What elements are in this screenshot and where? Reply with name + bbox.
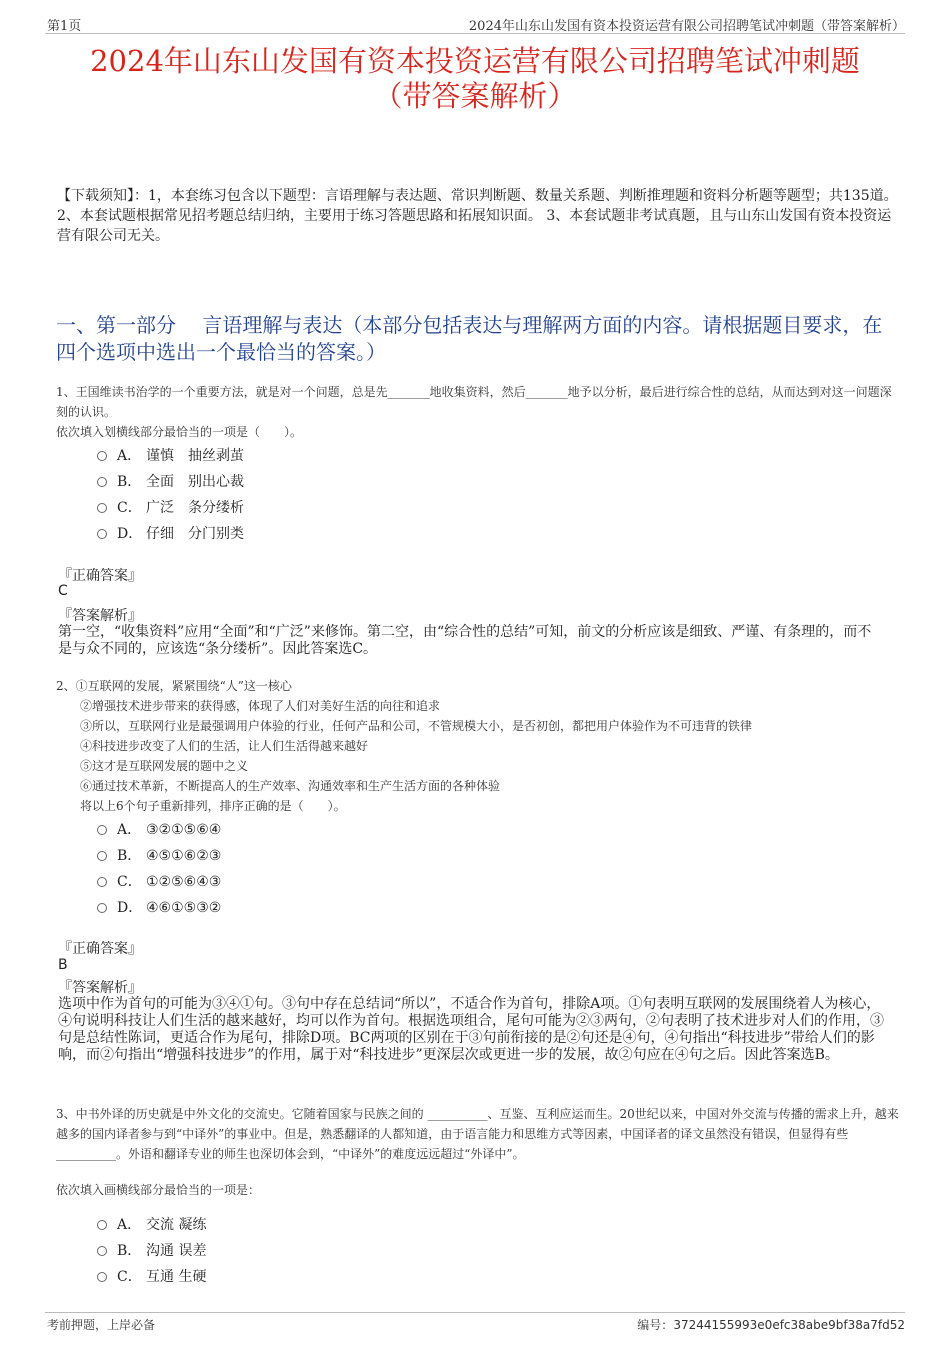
q1-analysis-label: 『答案解析』 <box>58 608 142 624</box>
radio-icon[interactable] <box>97 1272 107 1282</box>
q3-option-a[interactable]: A． 交流 凝练 <box>97 1214 206 1234</box>
radio-icon[interactable] <box>97 903 107 913</box>
question-1-stem: 1、王国维读书治学的一个重要方法，就是对一个问题，总是先_______地收集资料，然后_______地予以分析，最后进行综合性的总结，从而达到对这一问题深刻的认识。 <box>56 385 892 419</box>
radio-icon[interactable] <box>97 451 107 461</box>
section-heading: 一、第一部分 言语理解与表达（本部分包括表达与理解两方面的内容。请根据题目要求，在四个选项中选出一个最恰当的答案。） <box>56 313 883 364</box>
q1-option-a[interactable]: A． 谨慎 抽丝剥茧 <box>97 445 244 465</box>
question-2-line-1: 2、①互联网的发展，紧紧围绕“人”这一核心 <box>56 679 292 693</box>
radio-icon[interactable] <box>97 477 107 487</box>
q2-answer-value: B <box>58 957 68 973</box>
document-code <box>637 1316 905 1333</box>
question-1-prompt: 依次填入划横线部分最恰当的一项是（ ）。 <box>56 425 303 439</box>
radio-icon[interactable] <box>97 529 107 539</box>
q2-analysis: 选项中作为首句的可能为③④①句。③句中存在总结词“所以”，不适合作为首句，排除A项。①句表明互联网的发展围绕着人为核心，④句说明科技让人们生活的越来越好，均可以作为首句。根据选项组合，尾句可能为②③两句，②句表明了技术进步对人们的作用，③句是总结性陈词，更适合作为尾句，排除D项。BC两项的区别在于③句前衔接的是②句还是④句，④句指出“科技进步”带给人们的影响，而②句指出“增强科技进步”的作用，属于对“科技进步”更深层次或更进一步的发展，故②句应在④句之后。因此答案选B。 <box>58 996 884 1063</box>
q2-option-d[interactable]: D． ④⑥①⑤③② <box>97 897 221 917</box>
radio-icon[interactable] <box>97 1220 107 1230</box>
footer-slogan: 考前押题，上岸必备 <box>47 1318 156 1332</box>
question-2-line-4: ④科技进步改变了人们的生活，让人们生活得越来越好 <box>80 739 369 753</box>
header-divider <box>45 33 905 34</box>
question-3-stem: 3、中书外译的历史就是中外文化的交流史。它随着国家与民族之间的 __________、互鉴、互利应运而生。20世纪以来，中国对外交流与传播的需求上升，越来越多的国内译者参与到“中译外”的事业中。但是，熟悉翻译的人都知道，由于语言能力和思维方式等因素，中国译者的译文虽然没有错误，但显得有些 __________。外语和翻译专业的师生也深切体会到，“中译外”的难度远远超过“外译中”。 <box>56 1107 899 1161</box>
document-title <box>40 44 910 114</box>
title-line-2: （带答案解析） <box>373 79 577 113</box>
q2-answer-label: 『正确答案』 <box>58 941 142 957</box>
q1-answer-value: C <box>58 583 68 599</box>
q2-option-c[interactable]: C． ①②⑤⑥④③ <box>97 871 221 891</box>
title-line-1: 2024年山东山发国有资本投资运营有限公司招聘笔试冲刺题 <box>90 44 860 78</box>
q1-answer-label: 『正确答案』 <box>58 568 142 584</box>
q1-option-c[interactable]: C． 广泛 条分缕析 <box>97 497 244 517</box>
q3-option-b[interactable]: B． 沟通 误差 <box>97 1240 206 1260</box>
q3-option-c[interactable]: C． 互通 生硬 <box>97 1266 206 1286</box>
radio-icon[interactable] <box>97 877 107 887</box>
question-3-prompt: 依次填入画横线部分最恰当的一项是： <box>56 1183 261 1197</box>
question-2-line-6: ⑥通过技术革新，不断提高人的生产效率、沟通效率和生产生活方面的各种体验 <box>80 779 501 793</box>
question-2-prompt: 将以上6个句子重新排列，排序正确的是（ ）。 <box>80 799 346 813</box>
q1-analysis: 第一空，“收集资料”应用“全面”和“广泛”来修饰。第二空，由“综合性的总结”可知，前文的分析应该是细致、严谨、有条理的，而不是与众不同的，应该选“条分缕析”。因此答案选C。 <box>58 624 872 657</box>
q1-option-d[interactable]: D． 仔细 分门别类 <box>97 523 244 543</box>
header-doc-title: 2024年山东山发国有资本投资运营有限公司招聘笔试冲刺题（带答案解析） <box>468 19 905 34</box>
footer-divider <box>45 1312 905 1313</box>
question-2-line-3: ③所以，互联网行业是最强调用户体验的行业，任何产品和公司，不管规模大小，是否初创，都把用户体验作为不可违背的铁律 <box>80 719 753 733</box>
question-2-line-2: ②增强技术进步带来的获得感，体现了人们对美好生活的向往和追求 <box>80 699 441 713</box>
page-number: 第1页 <box>47 19 82 34</box>
radio-icon[interactable] <box>97 851 107 861</box>
radio-icon[interactable] <box>97 503 107 513</box>
q1-option-b[interactable]: B． 全面 别出心裁 <box>97 471 244 491</box>
q2-option-b[interactable]: B． ④⑤①⑥②③ <box>97 845 221 865</box>
radio-icon[interactable] <box>97 825 107 835</box>
download-notice: 【下载须知】：1，本套练习包含以下题型：言语理解与表达题、常识判断题、数量关系题、判断推理题和资料分析题等题型；共135道。 2、本套试题根据常见招考题总结归纳，主要用于练习答题思路和拓展知识面。 3、本套试题非考试真题，且与山东山发国有资本投资运营有限公司无关。 <box>57 188 898 244</box>
code-label: 编号： <box>637 1318 674 1332</box>
question-2-line-5: ⑤这才是互联网发展的题中之义 <box>80 759 249 773</box>
radio-icon[interactable] <box>97 1246 107 1256</box>
q2-option-a[interactable]: A． ③②①⑤⑥④ <box>97 819 221 839</box>
q2-analysis-label: 『答案解析』 <box>58 980 142 996</box>
code-value: 37244155993e0efc38abe9bf38a7fd52 <box>673 1318 905 1332</box>
